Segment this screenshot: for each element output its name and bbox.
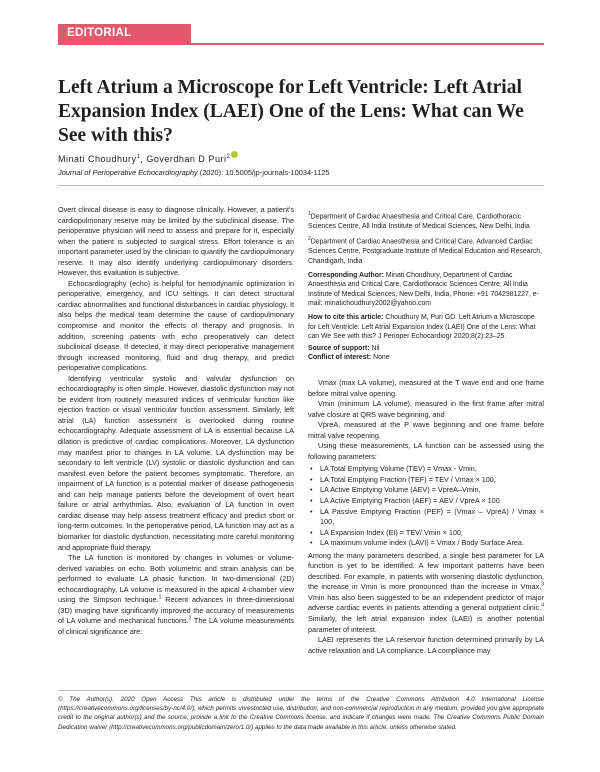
author-name[interactable]: Goverdhan D Puri	[146, 154, 227, 164]
parameter-list	[308, 464, 544, 548]
list-item: • LA Active Emptying Volume (AEV) = VpreA–Vmin,	[308, 485, 544, 496]
affiliation-marker: 1	[136, 154, 141, 160]
conflict-of-interest	[308, 353, 544, 363]
body-paragraph: Vmax (max LA volume), measured at the T wave end and one frame before mitral valve opening.	[308, 378, 544, 398]
header-divider	[58, 43, 544, 45]
reference-marker[interactable]: 3	[541, 581, 544, 588]
affiliation-marker: 2	[308, 236, 311, 243]
list-item: • LA Total Emptying Fraction (TEF) = TEV / Vmax × 100,	[308, 475, 544, 486]
body-paragraph: Identifying ventricular systolic and valvular dysfunction on echocardiography is often simple. However, diastolic dysfunction may not be evident from routinely measured indices of ventricular function like ejection fraction or visual ventricular function assessment. Similarly, left atrial (LA) function assessment is overlooked during routine echocardiography. Adequate assessment of LA is essential because LA dilation is predictive of cardiac complications. Moreover, LA dysfunction may manifest prior to changes in LA volume. LA dysfunction may be secondary to left ventricle (LV) systolic or diastolic dysfunction and can manifest even before the patient becomes symptomatic. Therefore, an impairment of LA function is a potential marker of disease pathogenesis and can help manage patients before the development of overt heart failure or atrial arrhythmias. Also, evaluation of LA function in overt cardiac disease may help assess treatment efficacy and predict short or long-term outcomes. In the perioperative period, LA function may act as a biomarker for diastolic dysfunction, necessitating more careful monitoring and appropriate fluid therapy.	[58, 373, 294, 552]
article-title: Left Atrium a Microscope for Left Ventricle: Left Atrial Expansion Index (LAEI) One of the Lens: What can We See with this?	[58, 77, 524, 146]
text-run: Among the many parameters described, a single best parameter for LA function is yet to be identified. A few important patterns have been described. For example, in patients with worsening diastolic dysfunction, the increase in Vmin is more pronounced than the increase in Vmax.	[308, 550, 544, 592]
reference-marker[interactable]: 2	[188, 615, 192, 622]
journal-name: Journal of Perioperative Echocardiography	[58, 168, 198, 177]
author-name[interactable]: Minati Choudhury	[58, 154, 137, 164]
journal-citation	[58, 168, 329, 177]
affiliation-1	[308, 210, 544, 231]
license-footer: © The Author(s). 2020 Open Access This article is distributed under the terms of the Creative Commons Attribution 4.0 International License (https://creativecommons.org/licenses/by-nc/4.0/), which permits unrestricted use, distribution, and non-commercial reproduction in any medium, provided you give appropriate credit to the original author(s) and the source, provide a link to the Creative Commons license, and indicate if changes were made. The Creative Commons Public Domain Dedication waiver (http://creativecommons.org/publicdomain/zero/1.0/) applies to the data made available in this article, unless otherwise stated.	[58, 696, 544, 731]
text-run: The LA function is monitored by changes in volumes or volume-derived variables on echo. Both volumetric and strain analysis can be performed to evaluate LA phasic function. In two-dimensional (2D) echocardiography, LA volume is measured in the apical 4-chamber view using the Simpson technique.	[58, 553, 294, 605]
list-item: • LA maximum volume index (LAVI) = Vmax / Body Surface Area.	[308, 538, 544, 549]
doi-text: (2020): 10.5005/jp-journals-10034-1125	[197, 168, 330, 177]
affiliation-2	[308, 235, 544, 266]
left-column	[58, 205, 294, 637]
reference-marker[interactable]: 4	[541, 603, 544, 610]
body-paragraph	[58, 553, 294, 637]
body-paragraph: Using these measurements, LA function can be assessed using the following parameters:	[308, 441, 544, 461]
list-item: • LA Passive Emptying Fraction (PEF) = (Vmax – VpreA) / Vmax × 100,	[308, 507, 544, 528]
text-run: Similarly, the left atrial expansion index (LAEI) is another potential parameter of interest.	[308, 614, 544, 634]
body-paragraph	[308, 551, 544, 635]
field-label: Source of support:	[308, 344, 370, 352]
list-item: • LA Active Emptying Fraction (AEF) = AEV / VpreA × 100	[308, 496, 544, 507]
text-run: Vmin has also been suggested to be an independent predictor of major adverse cardiac events in patients attending a general outpatient clinic.	[308, 592, 544, 613]
orcid-icon[interactable]	[231, 151, 238, 158]
author-line	[58, 151, 238, 164]
corresponding-author	[308, 271, 544, 309]
list-item: • LA Expansion Index (EI) = TEV/ Vmin × 100,	[308, 528, 544, 539]
list-item: • LA Total Emptying Volume (TEV) = Vmax - Vmin,	[308, 464, 544, 475]
body-paragraph: Vmin (minimum LA volume), measured in the first frame after mitral valve closure at QRS wave beginning, and	[308, 399, 544, 419]
right-column	[308, 378, 544, 656]
reference-marker[interactable]: 1	[158, 594, 162, 601]
section-label: EDITORIAL	[58, 24, 191, 43]
body-paragraph: LAEI represents the LA reservoir function determined primarily by LA active relaxation and LA compliance. LA compliance may	[308, 635, 544, 655]
field-value: Minati Choudhury, Department of Cardiac Anaesthesia and Critical Care, Cardiothoracic Sciences Centre, All India Institute of Medical Sciences, New Delhi, India, Phone: +91 7042981227, e-mail: minatichoudhury2002@yahoo.com	[308, 271, 539, 308]
text-run: The LA volume measurements of clinical significance are:	[58, 616, 294, 636]
affiliation-text: Department of Cardiac Anaesthesia and Critical Care, Advanced Cardiac Sciences Centre, Postgraduate Institute of Medical Education and Research, Chandigarh, India	[308, 238, 543, 265]
affiliation-block	[308, 210, 544, 363]
affiliation-text: Department of Cardiac Anaesthesia and Critical Care, Cardiothoracic Sciences Centre, All India Institute of Medical Sciences, New Delhi, India	[308, 213, 530, 230]
source-of-support	[308, 344, 544, 354]
text-run: Recent advances in three-dimensional (3D) imaging have significantly improved the accuracy of measurements of LA volume and mechanical functions.	[58, 595, 294, 626]
field-label: Corresponding Author:	[308, 271, 384, 279]
affiliation-marker: 1	[308, 211, 311, 217]
field-value: Nil	[369, 344, 380, 352]
field-value: Choudhury M, Puri GD. Left Atrium a Microscope for Left Ventricle: Left Atrial Expansion Index (LAEI) One of the Lens: What can We See with this? J Perioper Echocardiogr 2020;8(2):23–25.	[308, 313, 536, 341]
field-value: None	[371, 354, 390, 362]
how-to-cite	[308, 313, 544, 342]
body-paragraph: Overt clinical disease is easy to diagnose clinically. However, a patient's cardiopulmonary reserve may be limited by the subclinical disease. The perioperative physician will need to assess and prepare for it, especially when the patient is subjected to surgical stress. Effort tolerance is an important parameter used by the clinician to quantify the cardiopulmonary reserve. It may also identify underlying cardiopulmonary disorders. However, this evaluation is subjective.	[58, 205, 294, 278]
affiliation-marker: 2	[226, 154, 231, 160]
field-label: Conflict of interest:	[308, 354, 372, 362]
citation-divider	[58, 185, 544, 186]
author-separator: ,	[140, 154, 147, 164]
footer-divider	[58, 690, 544, 691]
body-paragraph: VpreA, measured at the P wave beginning and one frame before mitral valve reopening.	[308, 420, 544, 440]
body-paragraph: Echocardiography (echo) is helpful for hemodynamic optimization in perioperative, emergency, and ICU settings. It can detect structural cardiac abnormalities and functional disturbances in cardiac physiology. It also helps the medical team determine the cause of cardiopulmonary compromise and monitor the effects of therapy and prognosis. In addition, screening patients with echo preoperatively can detect subclinical disease. If detected, it may direct perioperative management through increased monitoring, fluid and drug therapy, and predict perioperative complications.	[58, 278, 294, 373]
field-label: How to cite this article:	[308, 313, 384, 321]
